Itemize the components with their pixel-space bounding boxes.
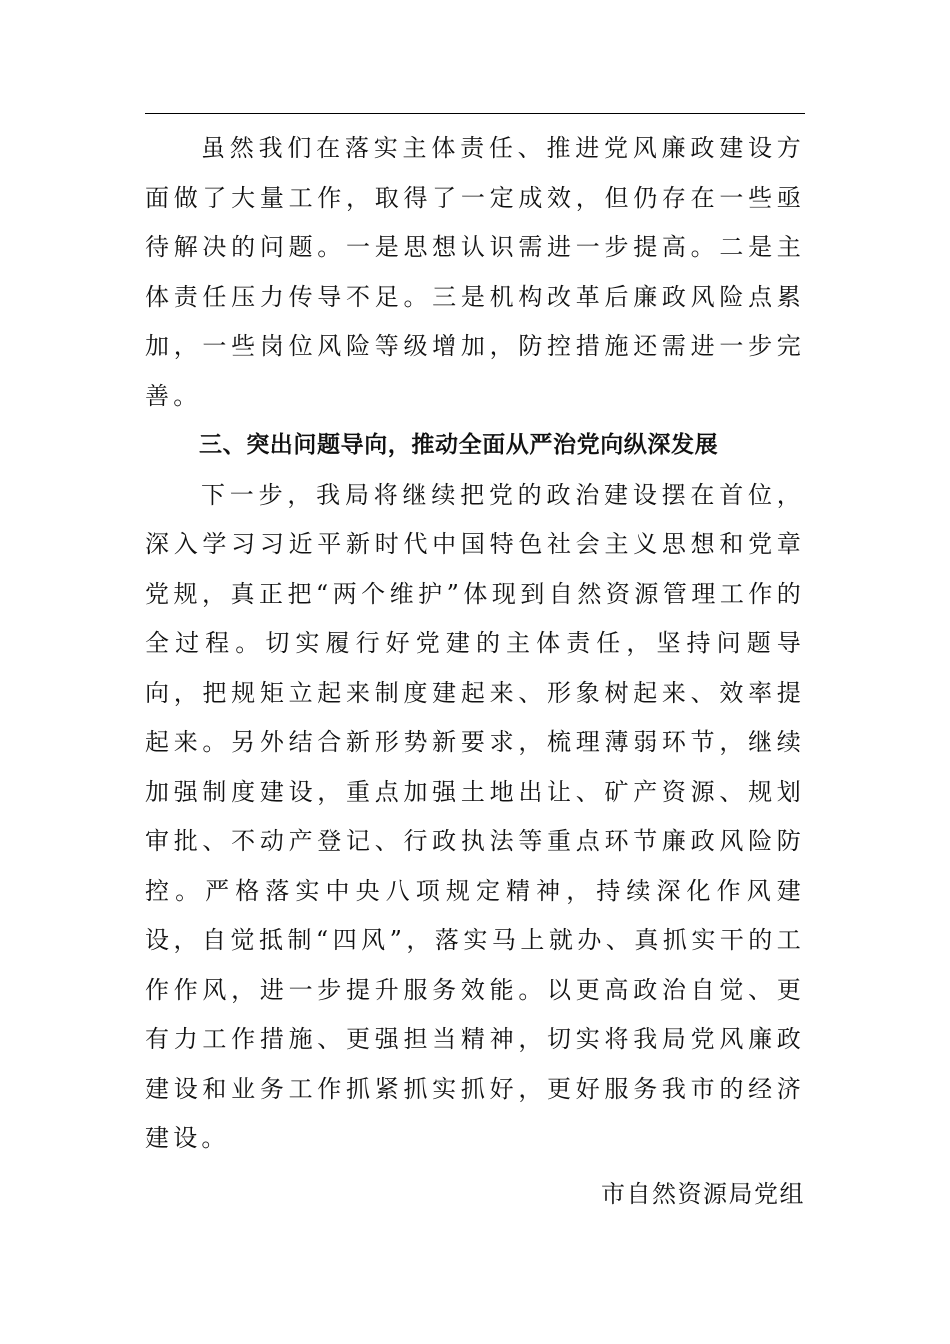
paragraph-issues: 虽然我们在落实主体责任、推进党风廉政建设方面做了大量工作，取得了一定成效，但仍存在一些亟待解决的问题。一是思想认识需进一步提高。二是主体责任压力传导不足。三是机构改革后廉政风险点累加，一些岗位风险等级增加，防控措施还需进一步完善。 xyxy=(145,134,805,410)
document-body xyxy=(145,124,805,1164)
paragraph-next-steps: 下一步，我局将继续把党的政治建设摆在首位，深入学习习近平新时代中国特色社会主义思想和党章党规，真正把“两个维护”体现到自然资源管理工作的全过程。切实履行好党建的主体责任，坚持问题导向，把规矩立起来制度建起来、形象树起来、效率提起来。另外结合新形势新要求，梳理薄弱环节，继续加强制度建设，重点加强土地出让、矿产资源、规划审批、不动产登记、行政执法等重点环节廉政风险防控。严格落实中央八项规定精神，持续深化作风建设，自觉抵制“四风”，落实马上就办、真抓实干的工作作风，进一步提升服务效能。以更高政治自觉、更有力工作措施、更强担当精神，切实将我局党风廉政建设和业务工作抓紧抓实抓好，更好服务我市的经济建设。 xyxy=(145,480,805,1152)
signature-line: 市自然资源局党组 xyxy=(601,1180,805,1208)
header-rule xyxy=(145,113,805,114)
section-heading-3: 三、突出问题导向，推动全面从严治党向纵深发展 xyxy=(199,432,719,458)
